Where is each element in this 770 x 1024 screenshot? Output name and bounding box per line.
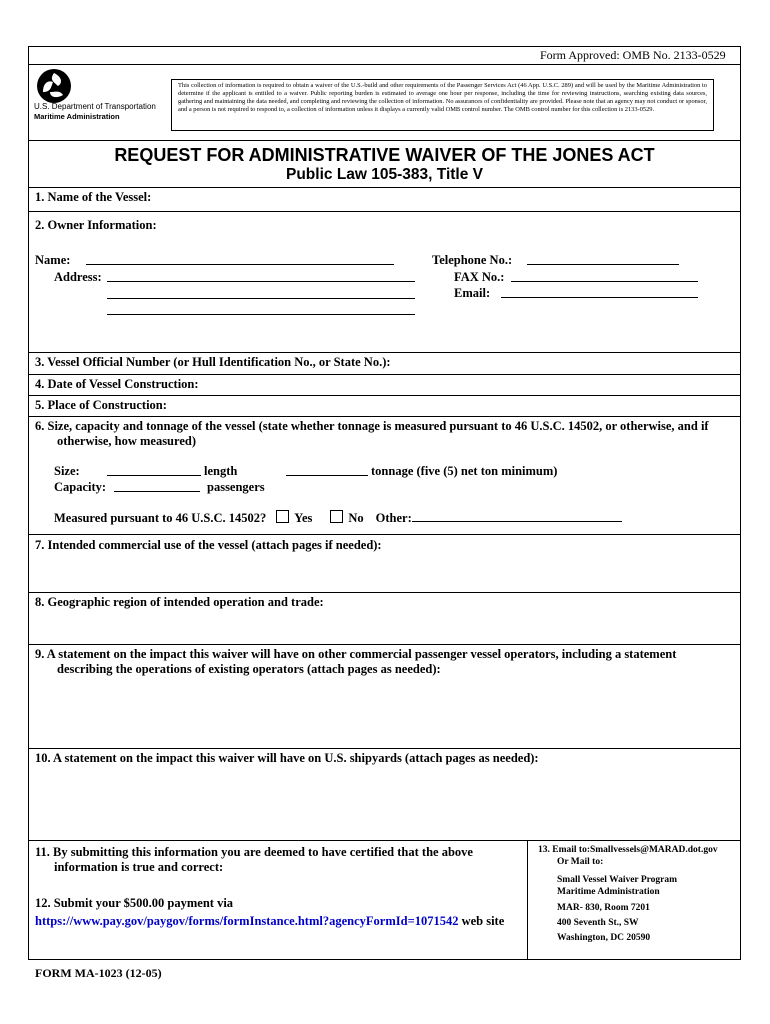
divider [28, 534, 741, 535]
owner-name-field[interactable] [86, 253, 394, 265]
divider [28, 211, 741, 212]
section-1-label: 1. Name of the Vessel: [35, 190, 152, 204]
address-field-2[interactable] [107, 287, 415, 299]
no-checkbox[interactable] [330, 510, 343, 523]
divider [28, 187, 741, 188]
section-5-label: 5. Place of Construction: [35, 398, 167, 412]
column-divider [527, 840, 528, 960]
divider [28, 352, 741, 353]
omb-approval: Form Approved: OMB No. 2133-0529 [540, 48, 726, 62]
section-7-label: 7. Intended commercial use of the vessel (attach pages if needed): [35, 538, 382, 552]
yes-checkbox[interactable] [276, 510, 289, 523]
size-label: Size: [54, 464, 80, 478]
telephone-field[interactable] [527, 253, 679, 265]
mailing-address-line: Washington, DC 20590 [557, 933, 651, 943]
section-8-label: 8. Geographic region of intended operation and trade: [35, 595, 324, 609]
divider [28, 374, 741, 375]
email-label: Email: [454, 286, 491, 300]
yes-label: Yes [294, 511, 313, 525]
mailing-address-line: Small Vessel Waiver Program [557, 875, 678, 885]
web-site-label: web site [458, 914, 505, 928]
telephone-label: Telephone No.: [432, 253, 513, 267]
divider [28, 840, 741, 841]
passengers-label: passengers [207, 480, 265, 494]
mailing-address-line: 400 Seventh St., SW [557, 918, 639, 928]
form-title: REQUEST FOR ADMINISTRATIVE WAIVER OF THE JONES ACT [114, 145, 655, 165]
divider [28, 592, 741, 593]
no-label: No [348, 511, 364, 525]
email-field[interactable] [501, 286, 698, 298]
form-number: FORM MA-1023 (12-05) [35, 966, 162, 980]
section-11-label-cont: information is true and correct: [54, 860, 224, 874]
divider [28, 64, 741, 65]
section-6-label: 6. Size, capacity and tonnage of the vessel (state whether tonnage is measured pursuant to 46 U.S.C. 14502, or otherwise, and if [35, 419, 709, 433]
address-field-3[interactable] [107, 303, 415, 315]
length-label: length [204, 464, 238, 478]
other-label: Other: [375, 511, 412, 525]
agency-name: Maritime Administration [34, 112, 120, 121]
measured-row [54, 510, 622, 526]
mailing-address-line: Maritime Administration [557, 887, 660, 897]
owner-name-label: Name: [35, 253, 71, 267]
capacity-label: Capacity: [54, 480, 107, 494]
divider [28, 416, 741, 417]
section-9-label: 9. A statement on the impact this waiver will have on other commercial passenger vessel operators, including a statement [35, 647, 677, 661]
measured-label: Measured pursuant to 46 U.S.C. 14502? [54, 511, 267, 525]
pay-gov-link[interactable]: https://www.pay.gov/paygov/forms/formInstance.html?agencyFormId=1071542 [35, 914, 459, 928]
payment-row [35, 914, 504, 929]
section-11-label: 11. By submitting this information you are deemed to have certified that the above [35, 845, 473, 859]
other-field[interactable] [412, 510, 622, 522]
divider [28, 395, 741, 396]
divider [28, 748, 741, 749]
length-field[interactable] [107, 464, 201, 476]
section-10-label: 10. A statement on the impact this waiver will have on U.S. shipyards (attach pages as needed): [35, 751, 539, 765]
paperwork-notice: This collection of information is required to obtain a waiver of the U.S.-build and other requirements of the Passenger Services Act (46 App. U.S.C. 289) and will be used by the Maritime Administration to determine if the applicant is entitled to a waiver. Public reporting burden is estimated to average one hour per response, including the time for reviewing instructions, searching existing data sources, gathering and maintaining the data needed, and completing and reviewing the collection of information. No assurances of confidentiality are provided. Please note that an agency may not conduct or sponsor, and a person is not required to respond to, a collection of information unless it displays a currently valid OMB control number. The OMB control number for this collection is 2133-0529. [171, 79, 714, 131]
tonnage-label: tonnage (five (5) net ton minimum) [371, 464, 558, 478]
divider [28, 140, 741, 141]
dot-logo-icon [36, 68, 72, 104]
section-9-label-cont: describing the operations of existing operators (attach pages as needed): [57, 662, 441, 676]
address-label: Address: [54, 270, 102, 284]
department-name: U.S. Department of Transportation [34, 102, 156, 111]
mailing-address-line: MAR- 830, Room 7201 [557, 903, 650, 913]
address-field-1[interactable] [107, 270, 415, 282]
section-12-label: 12. Submit your $500.00 payment via [35, 896, 234, 910]
section-3-label: 3. Vessel Official Number (or Hull Identification No., or State No.): [35, 355, 391, 369]
section-2-label: 2. Owner Information: [35, 218, 157, 232]
section-13-label: 13. Email to:Smallvessels@MARAD.dot.gov [538, 845, 718, 855]
section-6-label-cont: otherwise, how measured) [57, 434, 196, 448]
fax-label: FAX No.: [454, 270, 505, 284]
tonnage-field[interactable] [286, 464, 368, 476]
mail-to-label: Or Mail to: [557, 857, 604, 867]
section-4-label: 4. Date of Vessel Construction: [35, 377, 199, 391]
fax-field[interactable] [511, 270, 698, 282]
divider [28, 644, 741, 645]
form-subtitle: Public Law 105-383, Title V [286, 166, 483, 183]
passengers-field[interactable] [114, 480, 200, 492]
